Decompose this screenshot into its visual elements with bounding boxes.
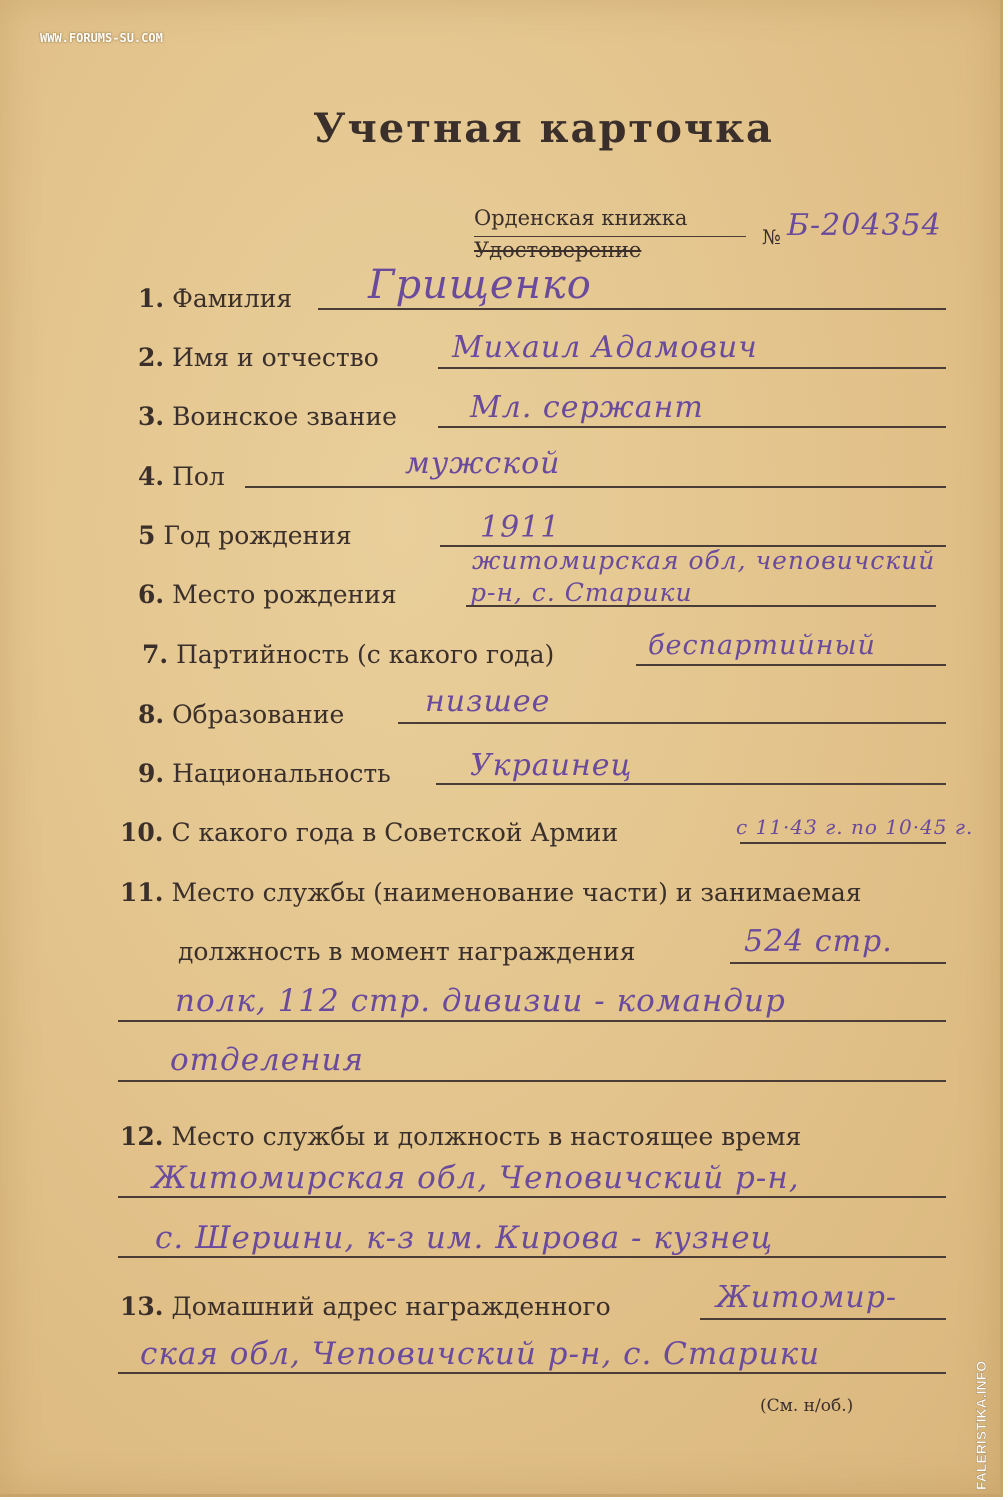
field-4-line: [245, 486, 946, 488]
field-13-number: 13.: [120, 1292, 164, 1321]
field-9-label: Национальность: [172, 759, 391, 788]
field-10-label: С какого года в Советской Армии: [171, 818, 619, 847]
field-5-value: 1911: [480, 510, 561, 545]
card-title: Учетная карточка: [313, 105, 774, 152]
field-8-value: низшее: [425, 684, 551, 719]
field-13-line-1: [700, 1318, 946, 1320]
field-2-label: Имя и отчество: [172, 343, 379, 372]
field-11-line-1: [730, 962, 946, 964]
field-4-label: Пол: [172, 462, 225, 491]
field-5-number: 5: [138, 521, 156, 550]
order-book-number: Б-204354: [787, 208, 942, 243]
field-7-number: 7.: [142, 640, 169, 669]
number-label: №: [762, 225, 781, 249]
field-3-label: Воинское звание: [172, 402, 397, 431]
field-7-value: беспартийный: [648, 630, 876, 661]
doc-type-line: [474, 236, 746, 237]
field-2-value: Михаил Адамович: [452, 330, 758, 365]
field-13-line-2: [118, 1372, 946, 1374]
field-10-line: [740, 842, 946, 844]
field-3-value: Мл. сержант: [470, 390, 704, 425]
field-8-line: [398, 722, 946, 724]
field-9-number: 9.: [138, 759, 165, 788]
field-4-number: 4.: [138, 462, 165, 491]
field-6-number: 6.: [138, 580, 165, 609]
order-book-label: Орденская книжка: [474, 206, 688, 230]
side-watermark-text: FALERISTIKA.INFO: [973, 1360, 989, 1490]
field-11-value-line-1: 524 стр.: [744, 924, 893, 959]
field-1-value: Грищенко: [368, 262, 592, 308]
field-6-value-line-2: р-н, с. Старики: [470, 578, 693, 607]
field-6-label: Место рождения: [172, 580, 397, 609]
field-10-value: с 11·43 г. по 10·45 г.: [736, 815, 974, 839]
field-2-number: 2.: [138, 343, 165, 372]
field-12-number: 12.: [120, 1122, 164, 1151]
field-11-label-line-2: должность в момент награждения: [178, 937, 636, 966]
field-11-label-line-1: Место службы (наименование части) и занимаемая: [171, 878, 862, 907]
field-1-line: [318, 308, 946, 310]
field-9-line: [436, 783, 946, 785]
field-7-line: [636, 664, 946, 666]
footer-note: (См. н/об.): [760, 1396, 854, 1416]
field-3-line: [438, 426, 946, 428]
field-6-line: [466, 605, 936, 607]
field-10-number: 10.: [120, 818, 164, 847]
field-11-line-2: [118, 1020, 946, 1022]
field-2-line: [438, 367, 946, 369]
field-13-label: Домашний адрес награжденного: [171, 1292, 611, 1321]
side-watermark: [966, 1340, 994, 1490]
field-11-value-line-3: отделения: [170, 1042, 365, 1078]
field-11-value-line-2: полк, 112 стр. дивизии - командир: [175, 983, 786, 1019]
field-12-line-1: [118, 1196, 946, 1198]
field-1-label: Фамилия: [172, 284, 293, 313]
certificate-label: Удостоверение: [474, 238, 642, 262]
field-7-label: Партийность (с какого года): [176, 640, 555, 669]
field-5-label: Год рождения: [163, 521, 352, 550]
field-12-value-line-2: с. Шершни, к-з им. Кирова - кузнец: [155, 1220, 774, 1256]
field-8-number: 8.: [138, 700, 165, 729]
field-9-value: Украинец: [470, 748, 633, 783]
field-12-value-line-1: Житомирская обл, Чеповичский р-н,: [152, 1160, 800, 1196]
field-1-number: 1.: [138, 284, 165, 313]
field-13-value-line-1: Житомир-: [716, 1280, 898, 1315]
field-13-value-line-2: ская обл, Чеповичский р-н, с. Старики: [140, 1336, 821, 1372]
field-6-value-line-1: житомирская обл, чеповичский: [472, 546, 936, 575]
field-11-line-3: [118, 1080, 946, 1082]
field-4-value: мужской: [405, 446, 561, 481]
site-watermark: WWW.FORUMS-SU.COM: [40, 31, 163, 45]
field-12-label: Место службы и должность в настоящее время: [171, 1122, 802, 1151]
field-11-number: 11.: [120, 878, 164, 907]
field-3-number: 3.: [138, 402, 165, 431]
field-12-line-2: [118, 1256, 946, 1258]
field-8-label: Образование: [172, 700, 345, 729]
